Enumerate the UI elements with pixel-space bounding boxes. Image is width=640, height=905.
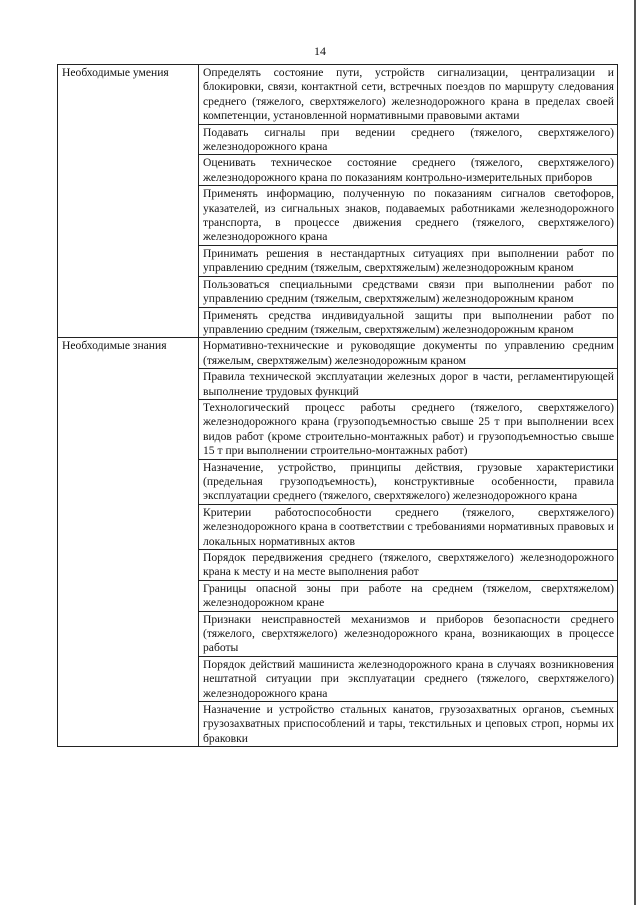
page-number: 14 — [314, 44, 326, 58]
requirement-item: Технологический процесс работы среднего (тяжелого, сверхтяжелого) железнодорожного крана (грузоподъемностью свыше 25 т при выполнении всех видов работ (кроме строительно-монтажных работ) и грузоподъемностью свыше 15 т при выполнении строительно-монтажных работ) — [199, 399, 618, 459]
requirement-item: Определять состояние пути, устройств сигнализации, централизации и блокировки, связи, контактной сети, встречных поездов по маршруту следования среднего (тяжелого, сверхтяжелого) железнодорожного крана в пределах своей компетенции, установленной нормативными правовыми актами — [199, 65, 618, 125]
requirement-item: Применять информацию, полученную по показаниям сигналов светофоров, указателей, из сигнальных знаков, подаваемых работниками железнодорожного транспорта, в процессе движения среднего (тяжелого, сверхтяжелого) железнодорожного крана — [199, 186, 618, 246]
table-row — [58, 65, 618, 125]
requirement-item: Признаки неисправностей механизмов и приборов безопасности среднего (тяжелого, сверхтяжелого) железнодорожного крана, возникающих в процессе работы — [199, 611, 618, 656]
scan-edge — [634, 0, 636, 905]
requirement-item: Подавать сигналы при ведении среднего (тяжелого, сверхтяжелого) железнодорожного крана — [199, 124, 618, 155]
requirement-item: Принимать решения в нестандартных ситуациях при выполнении работ по управлению средним (тяжелым, сверхтяжелым) железнодорожным краном — [199, 245, 618, 276]
section-label: Необходимые знания — [58, 338, 199, 747]
requirement-item: Критерии работоспособности среднего (тяжелого, сверхтяжелого) железнодорожного крана в соответствии с требованиями нормативных правовых и локальных нормативных актов — [199, 504, 618, 549]
requirement-item: Порядок передвижения среднего (тяжелого, сверхтяжелого) железнодорожного крана к месту и на месте выполнения работ — [199, 550, 618, 581]
requirement-item: Применять средства индивидуальной защиты при выполнении работ по управлению средним (тяжелым, сверхтяжелым) железнодорожным краном — [199, 307, 618, 338]
requirements-table — [57, 64, 618, 747]
requirement-item: Правила технической эксплуатации железных дорог в части, регламентирующей выполнение трудовых функций — [199, 369, 618, 400]
requirement-item: Нормативно-технические и руководящие документы по управлению средним (тяжелым, сверхтяжелым) железнодорожным краном — [199, 338, 618, 369]
requirement-item: Назначение, устройство, принципы действия, грузовые характеристики (предельная грузоподъемность), конструктивные особенности, правила эксплуатации среднего (тяжелого, сверхтяжелого) железнодорожного крана — [199, 459, 618, 504]
requirement-item: Оценивать техническое состояние среднего (тяжелого, сверхтяжелого) железнодорожного крана по показаниям контрольно-измерительных приборов — [199, 155, 618, 186]
section-label: Необходимые умения — [58, 65, 199, 338]
requirement-item: Назначение и устройство стальных канатов, грузозахватных органов, съемных грузозахватных приспособлений и тары, текстильных и цеповых строп, нормы их браковки — [199, 702, 618, 747]
requirement-item: Границы опасной зоны при работе на среднем (тяжелом, сверхтяжелом) железнодорожном кране — [199, 580, 618, 611]
table-row — [58, 338, 618, 369]
requirement-item: Порядок действий машиниста железнодорожного крана в случаях возникновения нештатной ситуации при эксплуатации среднего (тяжелого, сверхтяжелого) железнодорожного крана — [199, 656, 618, 701]
requirement-item: Пользоваться специальными средствами связи при выполнении работ по управлению средним (тяжелым, сверхтяжелым) железнодорожным краном — [199, 276, 618, 307]
requirements-table-body — [58, 65, 618, 747]
